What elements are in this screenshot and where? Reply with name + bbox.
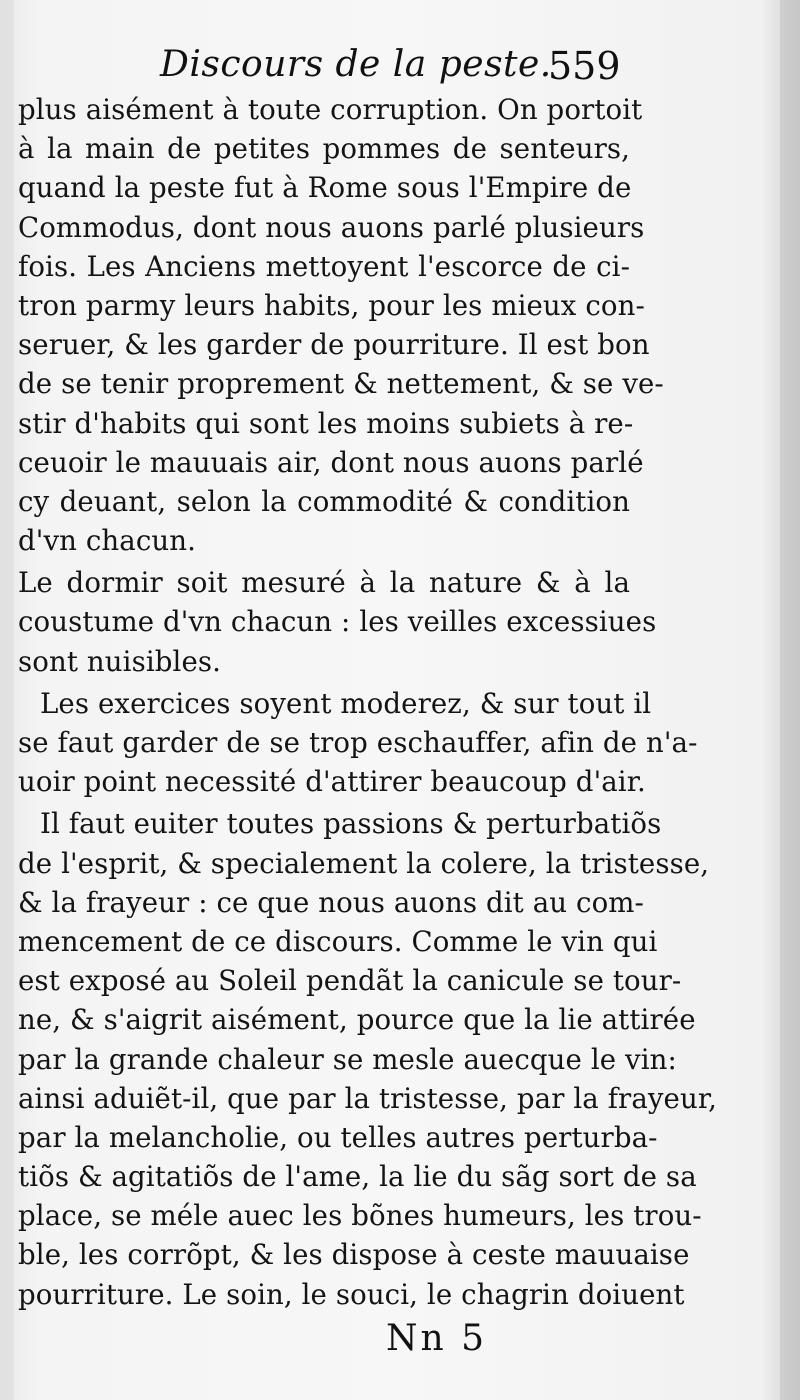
text-line: à la main de petites pommes de senteurs, <box>18 132 630 166</box>
text-line: seruer, & les garder de pourriture. Il est bon <box>18 328 650 362</box>
text-line: de l'esprit, & specialement la colere, la tristesse, <box>18 846 710 880</box>
text-line: uoir point necessité d'attirer beaucoup d'air. <box>18 765 646 799</box>
text-line: ceuoir le mauuais air, dont nous auons parlé <box>18 445 644 479</box>
page-number: 559 <box>548 44 621 88</box>
text-line: par la melancholie, ou telles autres perturba- <box>18 1120 658 1154</box>
text-line: pourriture. Le soin, le souci, le chagrin doiuent <box>18 1277 685 1311</box>
text-line: ble, les corrõpt, & les dispose à ceste mauuaise <box>18 1238 690 1272</box>
text-line: Les exercices soyent moderez, & sur tout il <box>40 686 652 720</box>
text-line: ainsi aduiẽt-il, que par la tristesse, par la frayeur, <box>18 1081 717 1115</box>
text-line: coustume d'vn chacun : les veilles excessiues <box>18 605 657 639</box>
text-line: se faut garder de se trop eschauffer, afin de n'a- <box>18 726 698 759</box>
text-line: place, se méle auec les bõnes humeurs, les trou- <box>18 1199 702 1233</box>
text-line: est exposé au Soleil pendãt la canicule se tour- <box>18 964 682 998</box>
text-line: tron parmy leurs habits, pour les mieux con- <box>18 288 645 322</box>
text-line: sont nuisibles. <box>18 644 222 678</box>
signature-mark: Nn 5 <box>386 1318 488 1359</box>
text-line: tiõs & agitatiõs de l'ame, la lie du sãg sort de sa <box>18 1160 697 1194</box>
text-line: stir d'habits qui sont les moins subiets à re- <box>18 406 634 440</box>
text-line: ne, & s'aigrit aisément, pource que la lie attirée <box>18 1003 696 1037</box>
text-line: par la grande chaleur se mesle auecque le vin: <box>18 1042 677 1076</box>
text-line: d'vn chacun. <box>18 524 197 558</box>
text-line: Commodus, dont nous auons parlé plusieurs <box>18 210 645 244</box>
text-line: plus aisément à toute corruption. On portoit <box>18 93 643 126</box>
text-line: Il faut euiter toutes passions & perturbatiõs <box>40 807 662 841</box>
text-line: Le dormir soit mesuré à la nature & à la <box>18 566 630 600</box>
text-block <box>18 90 717 1314</box>
running-title: Discours de la peste. <box>160 44 552 85</box>
text-line: mencement de ce discours. Comme le vin qui <box>18 924 658 958</box>
text-line: & la frayeur : ce que nous auons dit au com- <box>18 885 644 919</box>
text-line: quand la peste fut à Rome sous l'Empire de <box>18 171 632 205</box>
text-line: de se tenir proprement & nettement, & se ve- <box>18 367 664 401</box>
text-line: cy deuant, selon la commodité & condition <box>18 484 630 518</box>
text-line: fois. Les Anciens mettoyent l'escorce de ci- <box>18 249 630 283</box>
